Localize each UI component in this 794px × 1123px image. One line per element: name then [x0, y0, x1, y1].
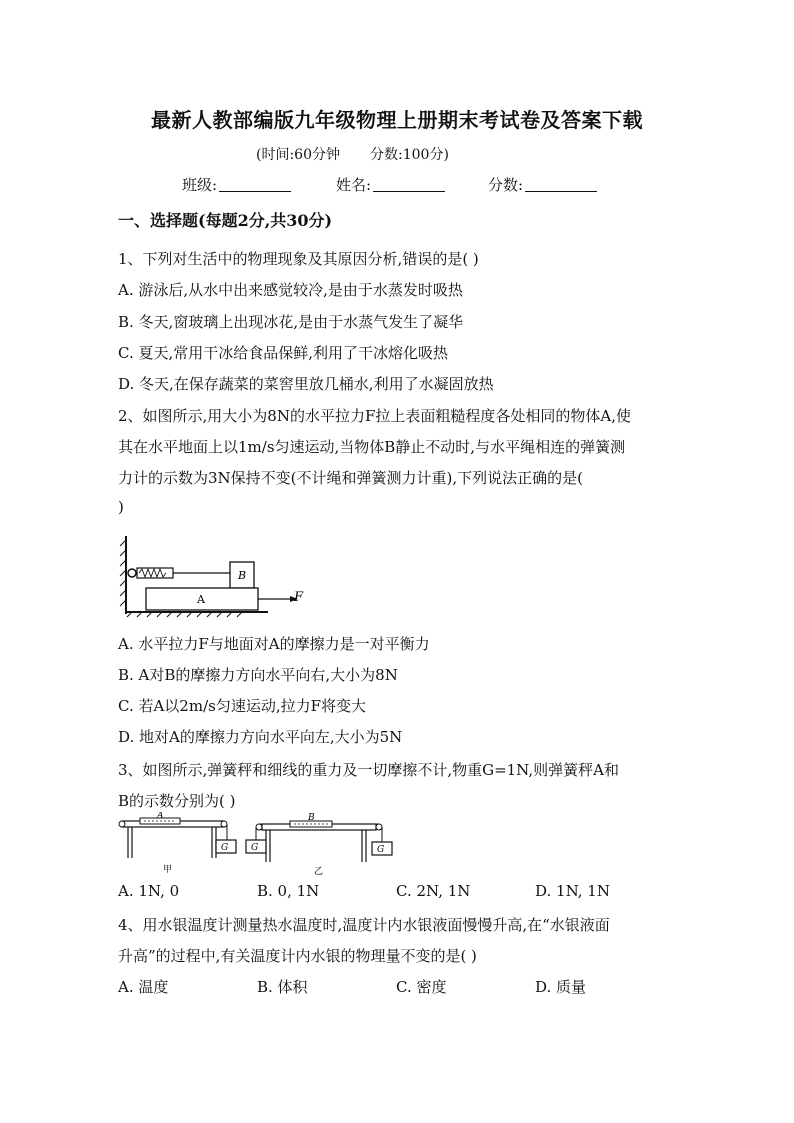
q3-option-d: D. 1N, 1N — [535, 882, 610, 900]
q2-option-b: B. A对B的摩擦力方向水平向右,大小为8N — [118, 666, 398, 684]
q1-option-b: B. 冬天,窗玻璃上出现冰花,是由于水蒸气发生了凝华 — [118, 313, 464, 331]
q3-stem-line1: 3、如图所示,弹簧秤和细线的重力及一切摩擦不计,物重G=1N,则弹簧秤A和 — [118, 761, 619, 779]
q3-options — [118, 882, 674, 900]
figure-jia-label: 甲 — [163, 865, 173, 875]
q3-option-a: A. 1N, 0 — [118, 882, 180, 900]
class-label: 班级: — [182, 176, 218, 194]
q3-figure — [118, 812, 400, 876]
q3-option-c: C. 2N, 1N — [396, 882, 471, 900]
exam-title: 最新人教部编版九年级物理上册期末考试卷及答案下载 — [151, 108, 643, 132]
figure-jia — [119, 812, 236, 875]
class-blank[interactable] — [219, 177, 291, 192]
figure-yi — [246, 813, 392, 876]
q3-option-b: B. 0, 1N — [257, 882, 320, 900]
time-limit: (时间:60分钟 — [256, 147, 340, 163]
q4-option-d: D. 质量 — [535, 978, 587, 996]
score-field — [488, 174, 597, 195]
q4-stem-line2: 升高”的过程中,有关温度计内水银的物理量不变的是( ) — [118, 947, 477, 965]
score-blank[interactable] — [525, 177, 597, 192]
weight-g-label-right-yi: G — [377, 845, 385, 855]
q2-figure — [118, 530, 318, 618]
q4-option-b: B. 体积 — [257, 978, 308, 996]
q2-stem-line3: 力计的示数为3N保持不变(不计绳和弹簧测力计重),下列说法正确的是( — [118, 469, 583, 487]
class-field — [182, 174, 291, 195]
scale-a-label: A — [157, 812, 164, 821]
force-label: F — [294, 590, 304, 605]
pulley-right-yi — [376, 824, 382, 830]
q2-stem-line2: 其在水平地面上以1m/s匀速运动,当物体B静止不动时,与水平绳相连的弹簧测 — [118, 438, 626, 456]
weight-g-label-jia: G — [221, 843, 229, 853]
pulley-right-jia — [221, 821, 227, 827]
section-heading: 一、选择题(每题2分,共30分) — [118, 211, 333, 230]
q2-option-c: C. 若A以2m/s匀速运动,拉力F将变大 — [118, 697, 367, 715]
name-blank[interactable] — [373, 177, 445, 192]
q2-option-d: D. 地对A的摩擦力方向水平向左,大小为5N — [118, 728, 403, 746]
total-score: 分数:100分) — [370, 147, 449, 163]
q4-options — [118, 976, 674, 997]
q2-option-a: A. 水平拉力F与地面对A的摩擦力是一对平衡力 — [118, 635, 430, 653]
q4-option-a: A. 温度 — [118, 978, 169, 996]
q2-stem-line4: ) — [118, 498, 124, 516]
q3-stem-line2: B的示数分别为( ) — [118, 792, 236, 810]
name-label: 姓名: — [336, 176, 372, 194]
pulley-left-yi — [256, 824, 262, 830]
weight-g-label-left-yi: G — [251, 843, 259, 853]
pulley-left-jia — [119, 821, 125, 827]
block-b-label: B — [238, 569, 247, 582]
q1-option-c: C. 夏天,常用干冰给食品保鲜,利用了干冰熔化吸热 — [118, 344, 449, 362]
score-label: 分数: — [488, 176, 524, 194]
scale-b-label: B — [308, 813, 315, 823]
q1-option-d: D. 冬天,在保存蔬菜的菜窖里放几桶水,利用了水凝固放热 — [118, 375, 494, 393]
q4-stem-line1: 4、用水银温度计测量热水温度时,温度计内水银液面慢慢升高,在“水银液面 — [118, 916, 610, 934]
figure-yi-label: 乙 — [314, 867, 324, 876]
exam-subtitle — [256, 144, 449, 164]
q4-option-c: C. 密度 — [396, 978, 447, 996]
q1-stem: 1、下列对生活中的物理现象及其原因分析,错误的是( ) — [118, 250, 479, 268]
q2-stem-line1: 2、如图所示,用大小为8N的水平拉力F拉上表面粗糙程度各处相同的物体A,使 — [118, 407, 631, 425]
block-a-label: A — [197, 593, 205, 606]
hook-ring — [128, 569, 136, 577]
q1-option-a: A. 游泳后,从水中出来感觉较冷,是由于水蒸发时吸热 — [118, 281, 463, 299]
name-field — [336, 174, 445, 195]
